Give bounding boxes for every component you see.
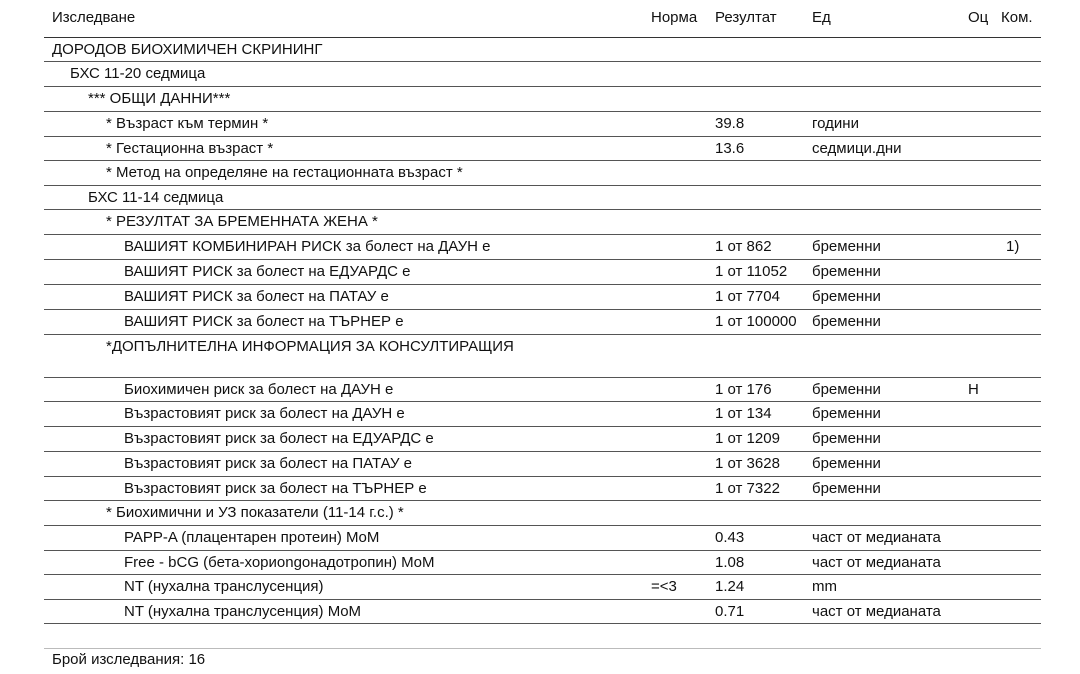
test-name: * Метод на определяне на гестационната възраст * (106, 164, 463, 181)
test-name: Възрастовият риск за болест на ДАУН е (124, 405, 405, 422)
unit-value: бременни (812, 263, 881, 280)
norm-value: =<3 (651, 578, 677, 595)
table-row (0, 285, 1080, 309)
test-name: ВАШИЯТ РИСК за болест на ПАТАУ е (124, 288, 389, 305)
test-name: *ДОПЪЛНИТЕЛНА ИНФОРМАЦИЯ ЗА КОНСУЛТИРАЩИЯ (106, 338, 514, 355)
result-value: 39.8 (715, 115, 745, 132)
comment-value: 1) (1006, 238, 1020, 255)
header-unit: Ед (812, 9, 831, 26)
unit-value: бременни (812, 238, 881, 255)
test-name: ДОРОДОВ БИОХИМИЧЕН СКРИНИНГ (52, 41, 323, 58)
unit-value: години (812, 115, 859, 132)
header-norm: Норма (651, 9, 698, 26)
result-value: 1 от 7704 (715, 288, 780, 305)
footer-divider (44, 648, 1041, 649)
result-value: 13.6 (715, 140, 745, 157)
tests-count: Брой изследвания: 16 (52, 651, 206, 668)
table-row (0, 210, 1080, 234)
unit-value: част от медианата (812, 529, 941, 546)
result-value: 1 от 134 (715, 405, 772, 422)
test-name: ВАШИЯТ КОМБИНИРАН РИСК за болест на ДАУН е (124, 238, 491, 255)
row-divider (44, 623, 1041, 624)
table-header (0, 0, 1080, 37)
table-row (0, 186, 1080, 210)
unit-value: част от медианата (812, 603, 941, 620)
unit-value: бременни (812, 313, 881, 330)
test-name: Биохимичен риск за болест на ДАУН е (124, 381, 394, 398)
result-value: 1 от 862 (715, 238, 772, 255)
test-name: ВАШИЯТ РИСК за болест на ТЪРНЕР е (124, 313, 404, 330)
unit-value: бременни (812, 405, 881, 422)
test-name: * Биохимични и УЗ показатели (11-14 г.с.) * (106, 504, 404, 521)
unit-value: бременни (812, 381, 881, 398)
table-row (0, 260, 1080, 284)
result-value: 1.08 (715, 554, 745, 571)
header-oc: Оц (968, 9, 989, 26)
result-value: 0.43 (715, 529, 745, 546)
result-value: 1 от 11052 (715, 263, 788, 280)
unit-value: седмици.дни (812, 140, 902, 157)
table-row (0, 38, 1080, 62)
result-value: 1 от 100000 (715, 313, 797, 330)
test-name: Free - bCG (бета-хориongонадотропин) MoM (124, 554, 435, 571)
table-row (0, 378, 1080, 402)
table-row (0, 235, 1080, 259)
table-row (0, 575, 1080, 599)
result-value: 1 от 3628 (715, 455, 780, 472)
table-row (0, 427, 1080, 451)
test-name: *** ОБЩИ ДАННИ*** (88, 90, 231, 107)
table-row (0, 526, 1080, 550)
assessment-value: Н (968, 381, 979, 398)
test-name: ВАШИЯТ РИСК за болест на ЕДУАРДС е (124, 263, 411, 280)
result-value: 1.24 (715, 578, 745, 595)
table-row (0, 161, 1080, 185)
test-name: NT (нухална транслусенция) MoM (124, 603, 362, 620)
header-test: Изследване (52, 9, 136, 26)
table-row (0, 62, 1080, 86)
test-name: * РЕЗУЛТАТ ЗА БРЕМЕННАТА ЖЕНА * (106, 213, 378, 230)
header-kom: Ком. (1001, 9, 1033, 26)
table-row (0, 137, 1080, 161)
test-name: Възрастовият риск за болест на ЕДУАРДС е (124, 430, 434, 447)
test-name: * Гестационна възраст * (106, 140, 274, 157)
table-row (0, 310, 1080, 334)
test-name: БХС 11-14 седмица (88, 189, 224, 206)
test-name: Възрастовият риск за болест на ПАТАУ е (124, 455, 413, 472)
result-value: 1 от 7322 (715, 480, 780, 497)
test-name: * Възраст към термин * (106, 115, 269, 132)
table-row (0, 551, 1080, 575)
result-value: 1 от 1209 (715, 430, 780, 447)
table-row (0, 335, 1080, 359)
unit-value: бременни (812, 480, 881, 497)
test-name: БХС 11-20 седмица (70, 65, 206, 82)
result-value: 1 от 176 (715, 381, 772, 398)
table-row (0, 402, 1080, 426)
table-row (0, 452, 1080, 476)
unit-value: част от медианата (812, 554, 941, 571)
header-result: Резултат (715, 9, 777, 26)
unit-value: бременни (812, 455, 881, 472)
table-row (0, 600, 1080, 624)
unit-value: mm (812, 578, 837, 595)
unit-value: бременни (812, 430, 881, 447)
test-name: Възрастовият риск за болест на ТЪРНЕР е (124, 480, 427, 497)
test-name: PAPP-A (плацентарен протеин) MoM (124, 529, 380, 546)
result-value: 0.71 (715, 603, 745, 620)
table-row (0, 477, 1080, 501)
table-row (0, 87, 1080, 111)
test-name: NT (нухална транслусенция) (124, 578, 324, 595)
table-row (0, 501, 1080, 525)
table-row (0, 112, 1080, 136)
unit-value: бременни (812, 288, 881, 305)
